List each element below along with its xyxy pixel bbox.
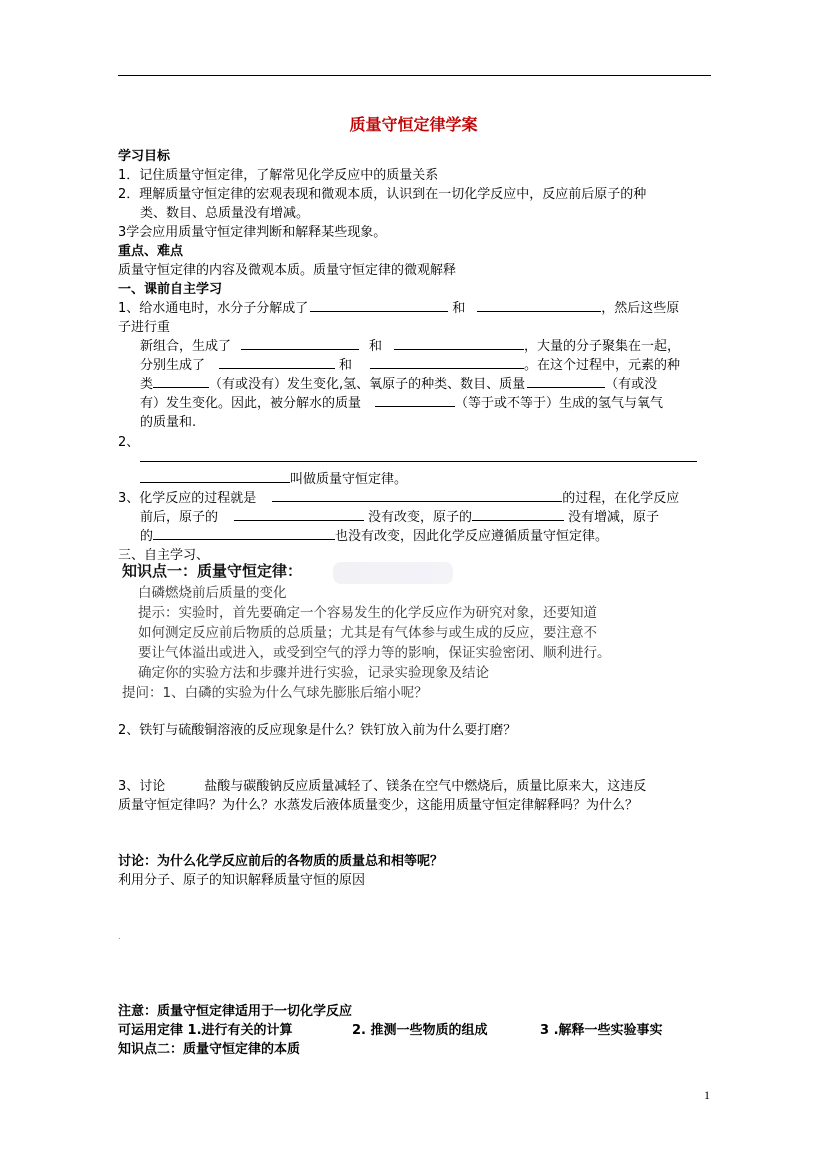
q1-line-6	[140, 392, 663, 411]
q2-label: 2、	[118, 435, 140, 450]
q1-text-n: （等于或不等于）生成的氢气与氧气	[455, 396, 664, 411]
q1-text-l: （有或没	[605, 377, 658, 392]
blank[interactable]	[153, 527, 335, 540]
q3-text-a: 3、化学反应的过程就是	[118, 491, 257, 506]
note-2a: 可运用定律 1.进行有关的计算	[118, 1023, 293, 1038]
note-1: 注意：质量守恒定律适用于一切化学反应	[118, 1004, 353, 1019]
q3-text-b: 的过程，在化学反应	[562, 491, 680, 506]
goal-3: 3学会应用质量守恒定律判断和解释某些现象。	[118, 225, 387, 240]
q1-line-4	[140, 354, 680, 373]
goals-heading: 学习目标	[118, 149, 171, 164]
kp1-line-3: 如何测定反应前后物质的总质量；尤其是有气体参与或生成的反应，要注意不	[138, 625, 597, 641]
kp1-line-2: 提示：实验时，首先要确定一个容易发生的化学反应作为研究对象，还要知道	[138, 605, 597, 621]
q1-line-3	[140, 335, 680, 354]
blank-long[interactable]	[140, 461, 697, 462]
stray-dot: .	[118, 932, 121, 942]
self-q3-line-1: 3、讨论 盐酸与碳酸钠反应质量减轻了、镁条在空气中燃烧后，质量比原来大，这违反	[118, 779, 647, 794]
q3-line-1	[118, 487, 679, 506]
q1-text-b: 和	[452, 301, 466, 316]
q3-text-c: 前后，原子的	[140, 510, 219, 525]
goal-2-line-1: 2．理解质量守恒定律的宏观表现和微观本质，认识到在一切化学反应中，反应前后原子的种	[118, 187, 647, 202]
q1-text-j: 类	[140, 377, 154, 392]
q3-line-2	[140, 506, 659, 525]
key-text: 质量守恒定律的内容及微观本质。质量守恒定律的微观解释	[118, 263, 457, 278]
key-heading: 重点、难点	[118, 244, 184, 259]
blank[interactable]	[370, 356, 524, 369]
note-2b: 2. 推测一些物质的组成	[352, 1023, 488, 1038]
q1-text-m: 有）发生变化。因此，被分解水的质量	[140, 396, 362, 411]
q1-text-i: 。在这个过程中，元素的种	[524, 358, 681, 373]
watermark	[333, 562, 453, 584]
pre-heading: 一、课前自主学习	[118, 282, 223, 297]
q2-line-2	[140, 468, 407, 487]
blank[interactable]	[472, 508, 564, 521]
blank[interactable]	[241, 337, 359, 350]
q1-text-k: （有或没有）发生变化,氢、氧原子的种类、数目、质量	[209, 377, 526, 392]
q1-line-2: 子进行重	[118, 320, 171, 335]
q1-text-g: 分别生成了	[140, 358, 206, 373]
q3-text-d: 没有改变，原子的	[368, 510, 473, 525]
blank[interactable]	[153, 375, 209, 388]
q1-line-5	[140, 373, 657, 392]
page-number: 1	[704, 1088, 710, 1102]
q1-line-7: 的质量和.	[140, 415, 197, 430]
blank[interactable]	[234, 508, 364, 521]
discuss-title: 讨论：为什么化学反应前后的各物质的质量总和相等呢？	[118, 854, 444, 869]
kp1-line-1: 白磷燃烧前后质量的变化	[138, 585, 287, 601]
kp1-title: 知识点一：质量守恒定律：	[122, 562, 303, 580]
blank[interactable]	[272, 489, 562, 502]
q3-text-e: 没有增减，原子	[568, 510, 660, 525]
header-rule	[118, 75, 711, 76]
q3-text-g: 也没有改变，因此化学反应遵循质量守恒定律。	[335, 529, 609, 544]
q2-text: 叫做质量守恒定律。	[290, 472, 408, 487]
blank[interactable]	[527, 375, 605, 388]
kp1-line-5: 确定你的实验方法和步骤并进行实验，记录实验现象及结论	[138, 665, 489, 681]
q1-text-e: 和	[369, 339, 383, 354]
q1-line-1	[118, 297, 679, 316]
goal-1: 1．记住质量守恒定律，了解常见化学反应中的质量关系	[118, 168, 439, 183]
blank[interactable]	[394, 337, 524, 350]
blank[interactable]	[310, 299, 448, 312]
q1-text-a: 1、给水通电时，水分子分解成了	[118, 301, 309, 316]
knowledge-point-image	[118, 560, 611, 702]
page-title: 质量守恒定律学案	[349, 115, 478, 134]
self-q3-line-2: 质量守恒定律吗？为什么？水蒸发后液体质量变少，这能用质量守恒定律解释吗？为什么？	[118, 798, 639, 813]
self-heading: 三、自主学习、	[118, 548, 210, 563]
blank[interactable]	[219, 356, 335, 369]
blank[interactable]	[477, 299, 601, 312]
q1-text-d: 新组合，生成了	[140, 339, 232, 354]
q1-text-c: ，然后这些原	[601, 301, 680, 316]
note-3: 知识点二：质量守恒定律的本质	[118, 1042, 301, 1057]
blank[interactable]	[140, 470, 290, 483]
goal-2-line-2: 类、数目、总质量没有增减。	[140, 206, 310, 221]
blank[interactable]	[375, 394, 455, 407]
kp1-line-6: 提问：1、白磷的实验为什么气球先膨胀后缩小呢？	[122, 685, 428, 701]
q3-line-3	[140, 525, 608, 544]
note-2c: 3 .解释一些实验事实	[540, 1023, 663, 1038]
q3-text-f: 的	[140, 529, 154, 544]
kp1-line-4: 要让气体溢出或进入，或受到空气的浮力等的影响，保证实验密闭、顺利进行。	[138, 645, 611, 661]
discuss-text: 利用分子、原子的知识解释质量守恒的原因	[118, 873, 366, 888]
q1-text-h: 和	[339, 358, 353, 373]
q1-text-f: ，大量的分子聚集在一起，	[524, 339, 681, 354]
self-q2: 2、铁钉与硫酸铜溶液的反应现象是什么？铁钉放入前为什么要打磨？	[118, 723, 517, 738]
